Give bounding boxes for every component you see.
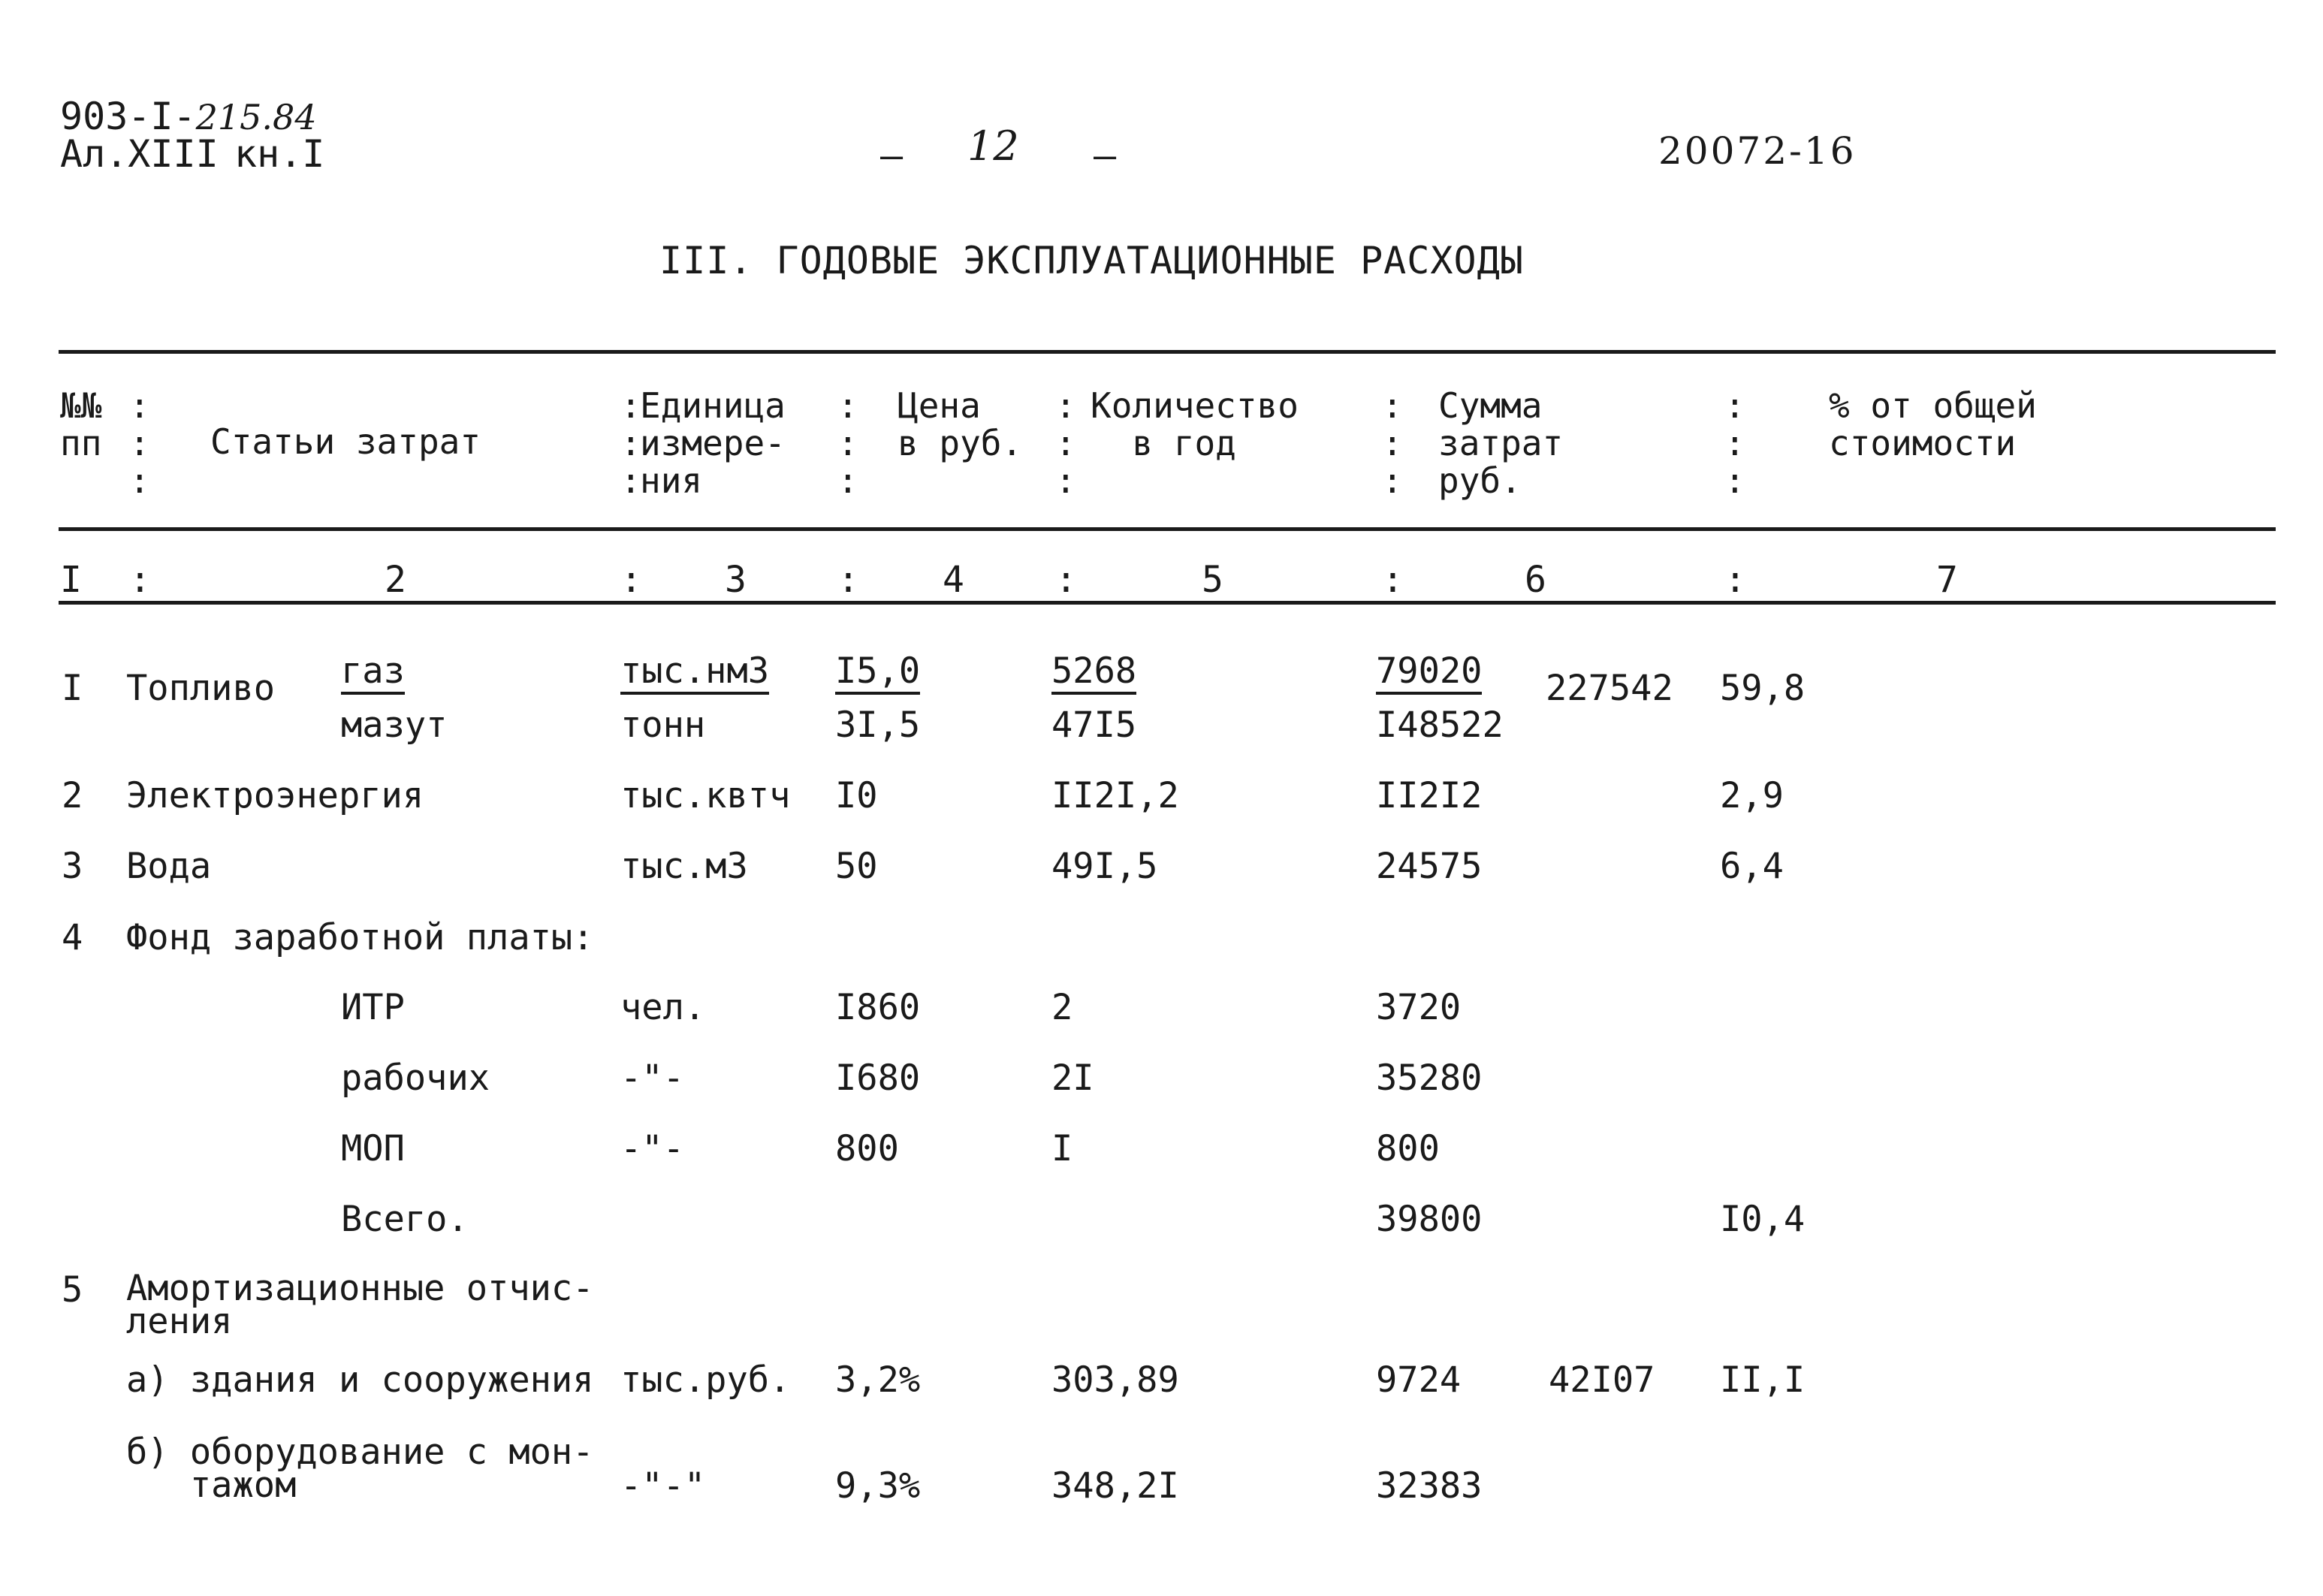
sub-row-quantity: 2 [1051, 987, 1073, 1028]
col-header-sep-6: : : : [1724, 385, 1745, 501]
col-number-5: 5 [1202, 559, 1223, 601]
row-label: Вода [126, 846, 212, 887]
fuel-oil-quantity: 47I5 [1051, 704, 1137, 746]
col-header-sep-5: : : : [1382, 385, 1403, 501]
fuel-oil-sum: I48522 [1376, 704, 1504, 746]
sub-row-quantity: 348,2I [1051, 1465, 1179, 1507]
col-number-1: I [60, 559, 82, 601]
col-header-sep-1: : : : [129, 385, 150, 501]
sub-row-label: МОП [341, 1128, 405, 1169]
sub-row-sum: 32383 [1376, 1465, 1483, 1507]
row-sum: 24575 [1376, 846, 1483, 887]
col-number-sep: : [129, 559, 151, 601]
sub-row-price: 800 [835, 1128, 899, 1169]
sub-row-quantity: 2I [1051, 1057, 1094, 1099]
row-number: 3 [62, 846, 83, 887]
col-header-number: №№ пп [60, 385, 102, 463]
page-number: 12 [967, 122, 1019, 170]
col-header-cost-items: Статьи затрат [210, 421, 481, 462]
header-bottom-rule [59, 527, 2276, 531]
sub-row-unit: -"- [620, 1057, 684, 1099]
sub-row-label: ИТР [341, 987, 405, 1028]
sub-row-price: 9,3% [835, 1465, 921, 1507]
page-dash-right: – [1094, 134, 1117, 177]
row-label: Топливо [126, 668, 276, 709]
row-number: I [62, 668, 83, 709]
row-sum: II2I2 [1376, 775, 1483, 816]
album-label: Ал.XIII [60, 132, 219, 176]
colnum-bottom-rule [59, 601, 2276, 605]
depreciation-percent: II,I [1720, 1359, 1806, 1401]
fuel-gas-label: газ [341, 653, 405, 695]
row-price: I0 [835, 775, 878, 816]
sub-row-quantity: I [1051, 1128, 1073, 1169]
sub-row-label: а) здания и сооружения [126, 1359, 594, 1401]
col-number-7: 7 [1936, 559, 1958, 601]
row-price: 50 [835, 846, 878, 887]
col-header-sep-3: : : : [837, 385, 858, 501]
sub-row-sum: 35280 [1376, 1057, 1483, 1099]
row-quantity: 49I,5 [1051, 846, 1158, 887]
sub-row-unit: тыс.руб. [620, 1359, 791, 1401]
row-unit: тыс.м3 [620, 846, 748, 887]
table-top-rule [59, 350, 2276, 354]
sub-row-unit: -"-" [620, 1465, 706, 1507]
sub-row-unit: чел. [620, 987, 706, 1028]
col-header-sum: Сумма затрат руб. [1438, 385, 1564, 501]
col-number-sep: : [1724, 559, 1746, 601]
fuel-percent: 59,8 [1720, 668, 1806, 709]
row-label: Электроэнергия [126, 775, 424, 816]
row-number: 4 [62, 917, 83, 958]
sub-row-sum: 9724 [1376, 1359, 1462, 1401]
sub-row-quantity: 303,89 [1051, 1359, 1179, 1401]
col-number-2: 2 [385, 559, 406, 601]
row-number: 5 [62, 1269, 83, 1311]
wage-total-percent: I0,4 [1720, 1199, 1806, 1240]
row-percent: 2,9 [1720, 775, 1784, 816]
fuel-gas-sum: 79020 [1376, 653, 1482, 695]
page-dash-left: – [880, 134, 904, 177]
col-number-sep: : [1382, 559, 1404, 601]
sub-row-sum: 800 [1376, 1128, 1440, 1169]
col-number-4: 4 [943, 559, 964, 601]
wage-total-label: Всего. [341, 1199, 469, 1240]
col-header-sep-4: : : : [1055, 385, 1076, 501]
col-header-unit: Единица измере- ния [640, 385, 786, 501]
col-number-sep: : [837, 559, 859, 601]
fuel-total-sum: 227542 [1546, 668, 1673, 709]
fuel-oil-price: 3I,5 [835, 704, 921, 746]
document-code-handwritten: 215.84 [195, 97, 317, 137]
sub-row-label: б) оборудование с мон- тажом [126, 1432, 594, 1506]
sub-row-sum: 3720 [1376, 987, 1462, 1028]
page-title: III. ГОДОВЫЕ ЭКСПЛУАТАЦИОННЫЕ РАСХОДЫ [659, 239, 1524, 282]
stamp-number: 20072-16 [1658, 129, 1857, 173]
row-label: Амортизационные отчис- ления [126, 1268, 594, 1342]
row-quantity: II2I,2 [1051, 775, 1179, 816]
fuel-gas-price: I5,0 [835, 653, 920, 695]
col-number-6: 6 [1525, 559, 1546, 601]
fuel-gas-unit: тыс.нм3 [620, 653, 769, 695]
fuel-oil-unit: тонн [620, 704, 706, 746]
sub-row-unit: -"- [620, 1128, 684, 1169]
book-label: кн.I [234, 132, 325, 176]
fuel-gas-quantity: 5268 [1051, 653, 1136, 695]
document-code-printed: 903-I- [60, 95, 196, 138]
wage-total-sum: 39800 [1376, 1199, 1483, 1240]
row-percent: 6,4 [1720, 846, 1784, 887]
depreciation-total-sum: 42I07 [1549, 1359, 1655, 1401]
sub-row-price: 3,2% [835, 1359, 921, 1401]
col-number-sep: : [620, 559, 642, 601]
document-code [60, 95, 317, 138]
col-number-3: 3 [725, 559, 747, 601]
row-label: Фонд заработной платы: [126, 917, 594, 958]
col-header-sep-2: : : : [620, 385, 641, 501]
row-number: 2 [62, 775, 83, 816]
col-header-quantity: Количество в год [1091, 385, 1299, 463]
sub-row-price: I680 [835, 1057, 921, 1099]
fuel-oil-label: мазут [341, 704, 448, 746]
sub-row-label: рабочих [341, 1057, 490, 1099]
col-header-percent: % от общей стоимости [1829, 385, 2037, 463]
row-unit: тыс.квтч [620, 775, 791, 816]
col-header-price: Цена в руб. [898, 385, 1023, 463]
col-number-sep: : [1055, 559, 1077, 601]
sub-row-price: I860 [835, 987, 921, 1028]
